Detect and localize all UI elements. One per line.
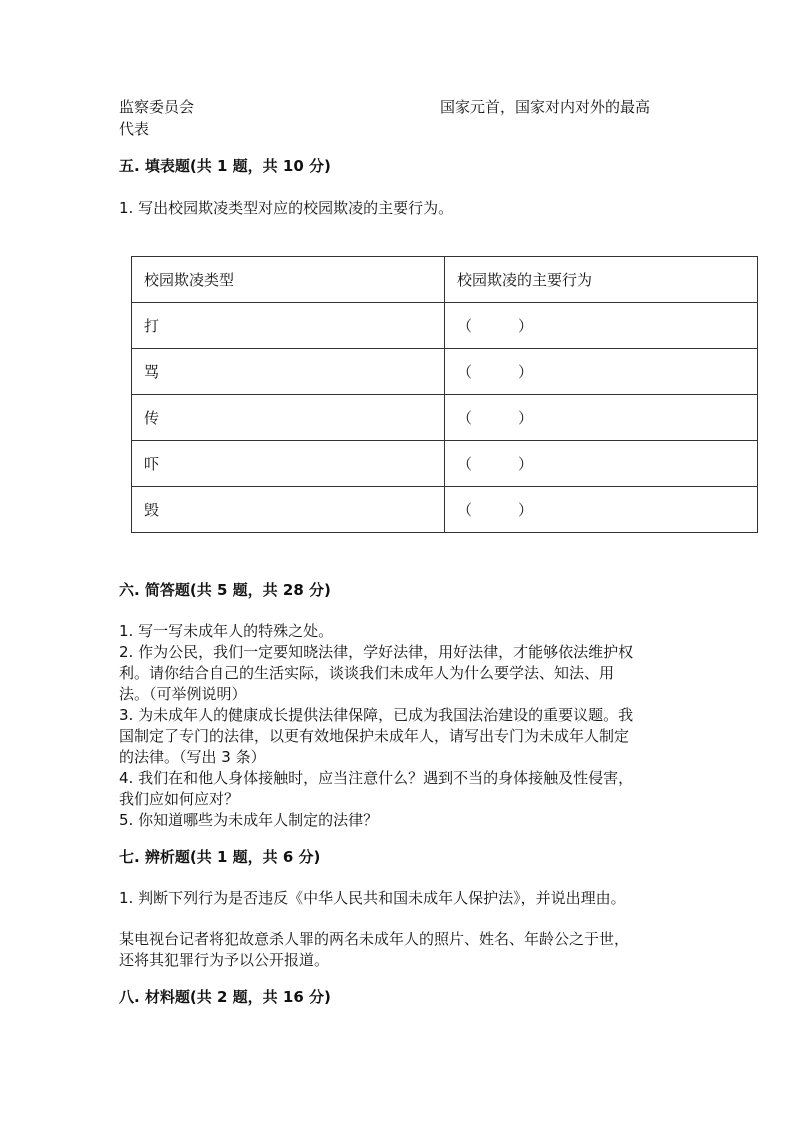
section7-question-1: 1. 判断下列行为是否违反《中华人民共和国未成年人保护法》，并说出理由。 (119, 889, 626, 907)
option-right-text: 国家元首，国家对内对外的最高 (440, 98, 651, 116)
answer-blank[interactable] (445, 441, 758, 487)
section7-material-line: 某电视台记者将犯故意杀人罪的两名未成年人的照片、姓名、年龄公之于世， (119, 930, 630, 948)
table-cell-type: 吓 (132, 441, 445, 487)
answer-blank[interactable] (445, 487, 758, 533)
section6-line: 1. 写一写未成年人的特殊之处。 (119, 622, 334, 640)
paren-close: ） (518, 409, 534, 427)
table-cell-type: 骂 (132, 349, 445, 395)
table-header-behavior: 校园欺凌的主要行为 (445, 257, 758, 303)
table-row (132, 441, 758, 487)
section7-material-line: 还将其犯罪行为予以公开报道。 (119, 951, 330, 969)
paren-open: （ (457, 363, 473, 381)
section6-line: 3. 为未成年人的健康成长提供法律保障，已成为我国法治建设的重要议题。我 (119, 706, 634, 724)
paren-close: ） (518, 455, 534, 473)
section6-heading: 六. 简答题(共 5 题，共 28 分) (119, 581, 331, 599)
section5-heading: 五. 填表题(共 1 题，共 10 分) (119, 157, 331, 175)
section6-line: 2. 作为公民，我们一定要知晓法律，学好法律，用好法律，才能够依法维护权 (119, 643, 634, 661)
table-row (132, 349, 758, 395)
section6-line: 的法律。（写出 3 条） (119, 748, 266, 766)
answer-blank[interactable] (445, 349, 758, 395)
section6-line: 5. 你知道哪些为未成年人制定的法律？ (119, 811, 379, 829)
table-row (132, 303, 758, 349)
bullying-table (131, 256, 758, 533)
paren-open: （ (457, 501, 473, 519)
table-header-row (132, 257, 758, 303)
section6-line: 利。请你结合自己的生活实际，谈谈我们未成年人为什么要学法、知法、用 (119, 664, 615, 682)
section8-heading: 八. 材料题(共 2 题，共 16 分) (119, 988, 331, 1006)
paren-close: ） (518, 363, 534, 381)
option-left-text: 监察委员会 (119, 98, 195, 116)
paren-open: （ (457, 317, 473, 335)
option-right-wrap-text: 代表 (119, 120, 150, 138)
table-header-type: 校园欺凌类型 (132, 257, 445, 303)
answer-blank[interactable] (445, 395, 758, 441)
section5-question-1: 1. 写出校园欺凌类型对应的校园欺凌的主要行为。 (119, 199, 454, 217)
paren-open: （ (457, 455, 473, 473)
paren-close: ） (518, 501, 534, 519)
paren-open: （ (457, 409, 473, 427)
answer-blank[interactable] (445, 303, 758, 349)
table-cell-type: 打 (132, 303, 445, 349)
table-row (132, 395, 758, 441)
section6-line: 法。（可举例说明） (119, 685, 247, 703)
table-cell-type: 传 (132, 395, 445, 441)
section6-line: 国制定了专门的法律，以更有效地保护未成年人，请写出专门为未成年人制定 (119, 727, 630, 745)
section6-line: 我们应如何应对？ (119, 790, 240, 808)
table-cell-type: 毁 (132, 487, 445, 533)
table-row (132, 487, 758, 533)
section6-line: 4. 我们在和他人身体接触时，应当注意什么？遇到不当的身体接触及性侵害， (119, 769, 634, 787)
paren-close: ） (518, 317, 534, 335)
section7-heading: 七. 辨析题(共 1 题，共 6 分) (119, 848, 321, 866)
